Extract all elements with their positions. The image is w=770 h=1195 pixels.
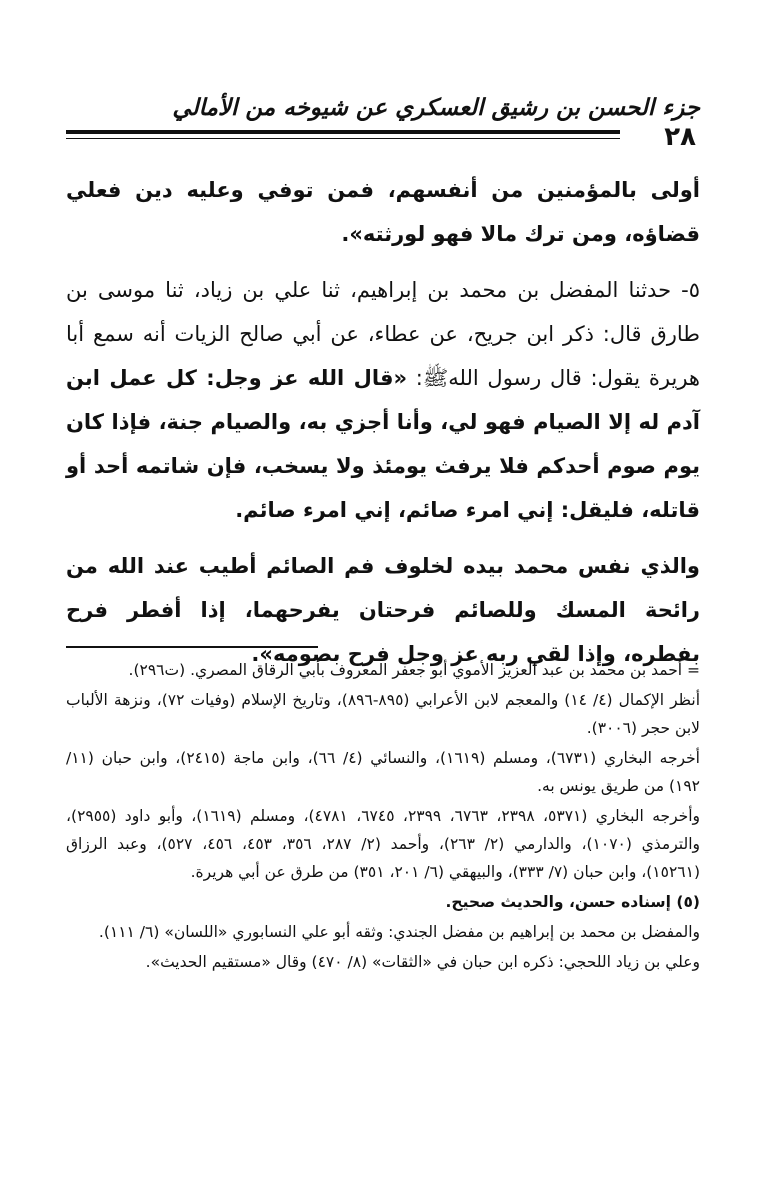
page-header bbox=[66, 94, 700, 154]
footnote-4: وأخرجه البخاري (٥٣٧١، ٢٣٩٨، ٦٧٦٣، ٢٣٩٩، ٦٧٤٥، ٤٧٨١)، ومسلم (١٦١٩)، وأبو داود (٢٩٥٥)، والترمذي (١٠٧٠)، والدارمي (٢/ ٢٦٣)، وأحمد (٢/ ٢٨٧، ٣٥٦، ٤٥٣، ٤٥٦، ٥٢٧)، وعبد الرزاق (١٥٢٦١)، وابن حبان (٧/ ٣٣٣)، والبيهقي (٦/ ٢٠١، ٣٥١) من طرق عن أبي هريرة. bbox=[66, 807, 701, 881]
footnote-2: أنظر الإكمال (٤/ ١٤) والمعجم لابن الأعرابي (٨٩٥-٨٩٦)، وتاريخ الإسلام (وفيات ٧٢)، ونزهة الألباب لابن حجر (٣٠٠٦). bbox=[66, 691, 700, 737]
paragraph-2-plain: ٥- حدثنا المفضل بن محمد بن إبراهيم، ثنا علي بن زياد، ثنا موسى بن طارق قال: ذكر ابن جريح، عن عطاء، عن أبي صالح الزيات أنه سمع أبا هريرة يقول: قال رسول اللهﷺ: bbox=[66, 278, 700, 390]
page-number: ٢٨ bbox=[664, 122, 696, 152]
footnote-5: (٥) إسناده حسن، والحديث صحيح. bbox=[445, 893, 700, 911]
paragraph-2-bold: «قال الله عز وجل: كل عمل ابن آدم له إلا الصيام فهو لي، وأنا أجزي به، والصيام جنة، فإذا كان يوم صوم أحدكم فلا يرفث يومئذ ولا يسخب، فإن شاتمه أحد أو قاتله، فليقل: إني امرء صائم، إني امرء صائم. bbox=[66, 366, 700, 522]
footnote-1: = أحمد بن محمد بن عبد العزيز الأموي أبو جعفر المعروف بأبي الرقاق المصري. (ت٢٩٦). bbox=[128, 661, 700, 679]
header-rule-thick bbox=[66, 130, 620, 134]
running-title: جزء الحسن بن رشيق العسكري عن شيوخه من الأمالي bbox=[172, 94, 700, 121]
footnote-7: وعلي بن زياد اللحجي: ذكره ابن حبان في «الثقات» (٨/ ٤٧٠) وقال «مستقيم الحديث». bbox=[145, 953, 700, 971]
paragraph-3: والذي نفس محمد بيده لخلوف فم الصائم أطيب عند الله من رائحة المسك وللصائم فرحتان يفرحهما، إذا أفطر فرح بفطره، وإذا لقي ربه عز وجل فرح بصومه». bbox=[66, 554, 700, 666]
paragraph-2 bbox=[66, 268, 700, 532]
footnote-3: أخرجه البخاري (٦٧٣١)، ومسلم (١٦١٩)، والنسائي (٤/ ٦٦)، وابن ماجة (٢٤١٥)، وابن حبان (١١/ ١٩٢) من طريق يونس به. bbox=[66, 749, 700, 795]
footnote-separator bbox=[66, 646, 318, 648]
paragraph-1: أولى بالمؤمنين من أنفسهم، فمن توفي وعليه دين فعلي قضاؤه، ومن ترك مالا فهو لورثته». bbox=[66, 178, 700, 246]
footnotes bbox=[66, 656, 700, 976]
footnote-6: والمفضل بن محمد بن إبراهيم بن مفضل الجندي: وثقه أبو علي النسابوري «اللسان» (٦/ ١١١). bbox=[98, 923, 700, 941]
header-rule-thin bbox=[66, 138, 620, 139]
main-text bbox=[66, 168, 700, 676]
